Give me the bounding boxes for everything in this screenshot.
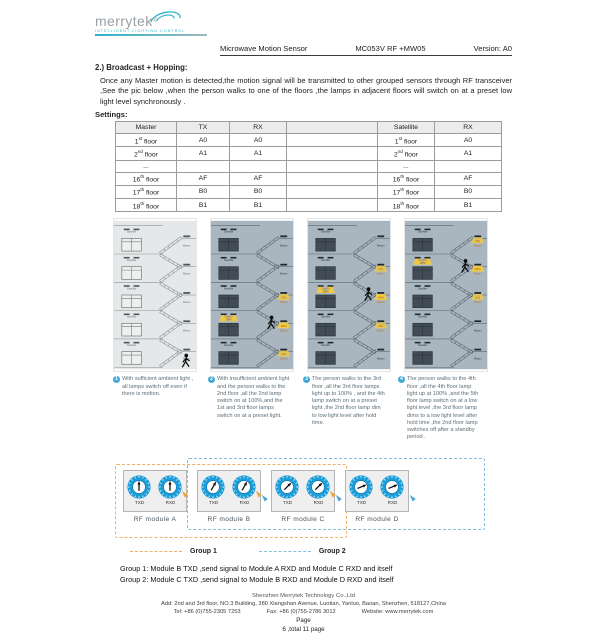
table-cell: 16th floor: [116, 172, 177, 185]
svg-text:Satellite: Satellite: [223, 259, 234, 263]
table-cell: [230, 160, 287, 172]
caption-4-text: The person walks to the 4th floor ,all the 4th floor lamp light up at 100% ,and the 5th floor lamp switch on at a low light level ,the 3rd floor lamp dims to a low light level after hold time ,the 2nd floor lamp switches off after a standby period .: [407, 376, 479, 441]
svg-text:Master: Master: [473, 273, 482, 277]
table-row: [116, 199, 502, 212]
header-rule: [220, 44, 512, 56]
table-cell: [287, 185, 378, 198]
table-cell: ...: [116, 160, 177, 172]
doc-version: Version: A0: [473, 44, 512, 53]
svg-text:Master: Master: [473, 244, 482, 248]
rf-module-a: [123, 470, 187, 523]
table-header-cell: [287, 122, 378, 134]
settings-table-body: [116, 134, 502, 212]
txd-label: TXD: [208, 499, 219, 505]
rxd-label: RXD: [165, 499, 176, 505]
group1-line-swatch: [130, 551, 182, 552]
settings-table: [115, 121, 502, 212]
svg-text:10%: 10%: [281, 353, 287, 357]
group1-note: Group 1: Module B TXD ,send signal to Module A RXD and Module C RXD and itself: [120, 563, 393, 573]
footer-fax: Fax: +86 (0)755-2786 3012: [266, 609, 336, 616]
rf-module-a-label: RF module A: [133, 515, 177, 523]
illustration-panel-1: [113, 218, 197, 372]
doc-title: Microwave Motion Sensor: [220, 44, 308, 53]
table-row: [116, 185, 502, 198]
table-header-cell: Satellite: [378, 122, 435, 134]
table-header-cell: RX: [230, 122, 287, 134]
svg-text:Master: Master: [279, 329, 288, 333]
footer-company: Shenzhen Merrytek Technology Co.,Ltd: [251, 593, 356, 600]
svg-text:Satellite: Satellite: [417, 259, 428, 263]
svg-text:Master: Master: [473, 301, 482, 305]
rxd-label: RXD: [313, 499, 324, 505]
txd-label: TXD: [134, 499, 145, 505]
svg-text:10%: 10%: [378, 268, 384, 272]
merrytek-logo: [95, 14, 215, 36]
page-footer: [95, 593, 512, 633]
svg-text:Master: Master: [279, 244, 288, 248]
svg-text:Satellite: Satellite: [223, 287, 234, 291]
svg-text:Master: Master: [182, 273, 191, 277]
txd-label: TXD: [356, 499, 367, 505]
svg-text:Satellite: Satellite: [417, 287, 428, 291]
table-cell: AF: [177, 172, 230, 185]
panel-captions: [113, 376, 512, 441]
caption-1-text: With sufficient ambient light , all lamps switch off even if there is motion.: [122, 376, 194, 397]
rotary-dial-icon: [274, 474, 300, 500]
doc-model: MC053V RF +MW05: [355, 44, 426, 53]
table-header-cell: Master: [116, 122, 177, 134]
table-cell: B1: [177, 199, 230, 212]
logo-wordmark: [95, 14, 215, 28]
rf-module-c-txd-dial: [274, 474, 301, 505]
svg-text:Satellite: Satellite: [223, 316, 234, 320]
table-cell: ...: [378, 160, 435, 172]
table-cell: 18th floor: [116, 199, 177, 212]
footer-tel: Tel: +86 (0)755-2305 7253: [173, 609, 241, 616]
page-header: [95, 14, 512, 56]
caption-4: [398, 376, 480, 441]
table-row: [116, 134, 502, 147]
svg-text:Master: Master: [182, 244, 191, 248]
rf-module-diagram: [115, 456, 487, 544]
svg-text:Satellite: Satellite: [126, 231, 137, 235]
group2-legend-label: Group 2: [318, 547, 346, 555]
svg-text:Satellite: Satellite: [126, 344, 137, 348]
svg-text:10%: 10%: [378, 325, 384, 329]
rf-module-b-label: RF module B: [207, 515, 251, 523]
txd-label: TXD: [282, 499, 293, 505]
rotary-dial-icon: [305, 474, 331, 500]
table-header-cell: RX: [435, 122, 502, 134]
caption-2-number-icon: 2: [208, 376, 215, 383]
table-cell: [287, 134, 378, 147]
table-cell: [177, 160, 230, 172]
table-row: [116, 147, 502, 160]
footer-website: Website: www.merrytek.com: [361, 609, 434, 616]
table-cell: 16th floor: [378, 172, 435, 185]
group-legend: [130, 548, 512, 555]
settings-table-head: [116, 122, 502, 134]
svg-text:Satellite: Satellite: [126, 259, 137, 263]
table-cell: A1: [230, 147, 287, 160]
rotary-dial-icon: [348, 474, 374, 500]
rf-module-d-txd-dial: [348, 474, 375, 505]
svg-text:Satellite: Satellite: [417, 316, 428, 320]
rf-module-d-box: [345, 470, 409, 512]
svg-text:Master: Master: [376, 301, 385, 305]
caption-2-text: With insufficient ambient light and the person walks to the 2nd floor ,all the 2nd lamp switch on at 100%,and the 1st and 3rd floor lamps switch on at a preset light.: [217, 376, 290, 419]
svg-text:100%: 100%: [322, 290, 329, 294]
svg-text:Master: Master: [376, 244, 385, 248]
svg-text:Satellite: Satellite: [417, 344, 428, 348]
caption-3: [303, 376, 385, 441]
table-row: [116, 160, 502, 172]
table-cell: 18th floor: [378, 199, 435, 212]
caption-3-number-icon: 3: [303, 376, 310, 383]
table-cell: 1st floor: [378, 134, 435, 147]
svg-text:Satellite: Satellite: [223, 344, 234, 348]
rf-module-d: [345, 470, 409, 523]
table-cell: B1: [230, 199, 287, 212]
table-cell: B0: [435, 185, 502, 198]
table-cell: [287, 172, 378, 185]
registered-mark: ®: [152, 18, 158, 24]
svg-text:Satellite: Satellite: [320, 344, 331, 348]
rf-module-a-txd-dial: [126, 474, 153, 505]
svg-text:Master: Master: [473, 357, 482, 361]
svg-text:Satellite: Satellite: [126, 316, 137, 320]
rf-module-c-label: RF module C: [281, 515, 325, 523]
rf-module-b-txd-dial: [200, 474, 227, 505]
svg-text:100%: 100%: [225, 318, 232, 322]
svg-text:100%: 100%: [280, 325, 287, 329]
table-cell: AF: [435, 172, 502, 185]
illustration-panel-3: [307, 218, 391, 372]
footer-page-info: 6 ,total 11 page: [282, 626, 325, 633]
rotary-dial-icon: [231, 474, 257, 500]
rotary-dial-icon: [157, 474, 183, 500]
table-cell: [287, 160, 378, 172]
group-notes: [120, 563, 512, 586]
caption-4-number-icon: 4: [398, 376, 405, 383]
rf-module-d-rxd-dial: [379, 474, 406, 505]
rf-module-c-rxd-dial: [305, 474, 332, 505]
svg-text:Master: Master: [376, 273, 385, 277]
group2-note: Group 2: Module C TXD ,send signal to Module B RXD and Module D RXD and itself: [120, 575, 394, 585]
svg-text:Master: Master: [182, 301, 191, 305]
table-cell: AF: [230, 172, 287, 185]
table-cell: A1: [435, 147, 502, 160]
footer-contact-row: [95, 609, 512, 615]
caption-2: [208, 376, 290, 441]
table-header-cell: TX: [177, 122, 230, 134]
table-cell: 2nd floor: [116, 147, 177, 160]
table-cell: 2nd floor: [378, 147, 435, 160]
table-cell: B0: [177, 185, 230, 198]
table-cell: A1: [177, 147, 230, 160]
settings-label: Settings:: [95, 110, 128, 120]
table-cell: [287, 147, 378, 160]
table-cell: A0: [177, 134, 230, 147]
rxd-label: RXD: [387, 499, 398, 505]
rotary-dial-icon: [200, 474, 226, 500]
rxd-label: RXD: [239, 499, 250, 505]
footer-page-label: Page: [296, 617, 311, 625]
svg-text:Satellite: Satellite: [320, 231, 331, 235]
svg-text:Master: Master: [279, 357, 288, 361]
logo-underline: [95, 34, 207, 36]
table-cell: B0: [230, 185, 287, 198]
caption-1-number-icon: 1: [113, 376, 120, 383]
rf-module-b-box: [197, 470, 261, 512]
rf-module-a-rxd-dial: [157, 474, 184, 505]
table-cell: [287, 199, 378, 212]
svg-text:Master: Master: [279, 273, 288, 277]
svg-text:Satellite: Satellite: [417, 231, 428, 235]
svg-text:100%: 100%: [377, 296, 384, 300]
table-row: [116, 172, 502, 185]
svg-text:Satellite: Satellite: [223, 231, 234, 235]
caption-1: [113, 376, 195, 441]
table-cell: 17th floor: [378, 185, 435, 198]
svg-text:Master: Master: [376, 357, 385, 361]
illustration-panel-4: [404, 218, 488, 372]
rotary-dial-icon: [126, 474, 152, 500]
svg-text:Master: Master: [376, 329, 385, 333]
svg-text:Satellite: Satellite: [320, 259, 331, 263]
floor-illustrations: [113, 218, 512, 372]
caption-3-text: The person walks to the 3rd floor ,all the 3rd floor lamps light up to 100% , and the 4th lamp switch on at a preset light ,the 2nd floor lamp dim to low light level after hold time.: [312, 376, 385, 426]
table-cell: [435, 160, 502, 172]
svg-text:10%: 10%: [281, 296, 287, 300]
svg-text:10%: 10%: [475, 240, 481, 244]
svg-text:100%: 100%: [419, 262, 426, 266]
section-paragraph: Once any Master motion is detected,the motion signal will be transmitted to other grouped sensors through RF transceiver ,See the pic below ,when the person walks to one of the floors ,the lamps in adjacent floors will switch on at a preset low light level synchronously .: [100, 76, 512, 106]
footer-address: Add: 2nd and 3rd floor, NO.3 Building, 380 Xiangshan Avenue, Luotian, Yanluo, Baoan, Shenzhen, 518127,China: [161, 601, 446, 608]
table-cell: 17th floor: [116, 185, 177, 198]
rf-module-a-box: [123, 470, 187, 512]
rf-module-b: [197, 470, 261, 523]
rf-module-c: [271, 470, 335, 523]
illustration-panel-2: [210, 218, 294, 372]
svg-text:10%: 10%: [475, 296, 481, 300]
svg-text:Satellite: Satellite: [126, 287, 137, 291]
svg-text:Master: Master: [182, 329, 191, 333]
svg-text:100%: 100%: [474, 268, 481, 272]
svg-text:Master: Master: [473, 329, 482, 333]
table-cell: B1: [435, 199, 502, 212]
svg-text:Satellite: Satellite: [320, 287, 331, 291]
rotary-dial-icon: [379, 474, 405, 500]
rf-module-d-label: RF module D: [355, 515, 399, 523]
logo-text: merrytek: [95, 13, 153, 29]
table-cell: A0: [230, 134, 287, 147]
svg-text:Master: Master: [279, 301, 288, 305]
group1-legend-label: Group 1: [190, 547, 217, 555]
table-cell: A0: [435, 134, 502, 147]
section-title: 2.) Broadcast + Hopping:: [95, 63, 188, 72]
table-cell: 1st floor: [116, 134, 177, 147]
group2-line-swatch: [259, 551, 311, 552]
svg-text:Master: Master: [182, 357, 191, 361]
table-header-row: [116, 122, 502, 134]
rf-module-b-rxd-dial: [231, 474, 258, 505]
svg-text:Satellite: Satellite: [320, 316, 331, 320]
logo-tagline: INTELLIGENT LIGHTING CONTROL: [95, 29, 186, 33]
rf-module-c-box: [271, 470, 335, 512]
